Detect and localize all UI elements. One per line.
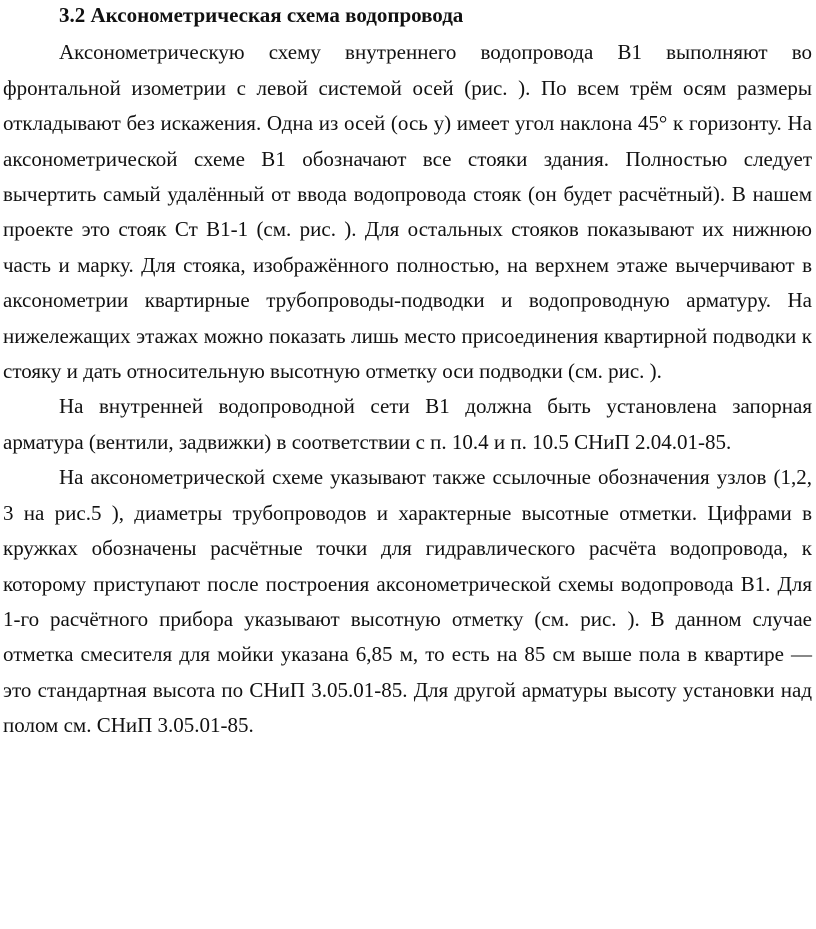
paragraph-node-designations: На аксонометрической схеме указывают также ссылочные обозначения узлов (1,2, 3 на рис.5 ), диаметры трубопроводов и характерные высотные отметки. Цифрами в кружках обозначены расчётные точки для гидравлического расчёта водопровода, к которому приступают после построения аксонометрической схемы водопровода В1. Для 1-го расчётного прибора указывают высотную отметку (см. рис. ). В данном случае отметка смесителя для мойки указана 6,85 м, то есть на 85 см выше пола в квартире — это стандартная высота по СНиП 3.05.01-85. Для другой арматуры высоту установки над полом см. СНиП 3.05.01-85. <box>3 465 812 738</box>
paragraph-shutoff-valves: На внутренней водопроводной сети В1 должна быть установлена запорная арматура (вентили, задвижки) в соответствии с п. 10.4 и п. 10.5 СНиП 2.04.01-85. <box>3 394 812 454</box>
paragraph-axonometric-scheme: Аксонометрическую схему внутреннего водопровода В1 выполняют во фронтальной изометрии с левой системой осей (рис. ). По всем трём осям размеры откладывают без искажения. Одна из осей (ось у) имеет угол наклона 45° к горизонту. На аксонометрической схеме В1 обозначают все стояки здания. Полностью следует вычертить самый удалённый от ввода водопровода стояк (он будет расчётный). В нашем проекте это стояк Ст В1-1 (см. рис. ). Для остальных стояков показывают их нижнюю часть и марку. Для стояка, изображённого полностью, на верхнем этаже вычерчивают в аксонометрии квартирные трубопроводы-подводки и водопроводную арматуру. На нижележащих этажах можно показать лишь место присоединения квартирной подводки к стояку и дать относительную высотную отметку оси подводки (см. рис. ). <box>3 40 812 384</box>
section-heading: 3.2 Аксонометрическая схема водопровода <box>59 3 464 27</box>
